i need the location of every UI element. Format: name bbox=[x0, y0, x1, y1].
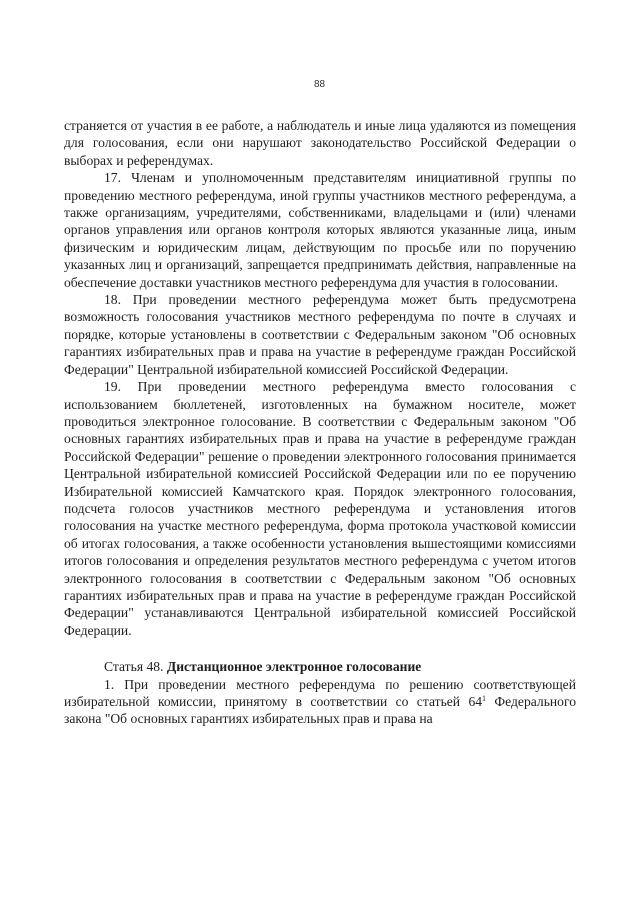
paragraph-article-item-1 bbox=[64, 676, 576, 728]
article-superscript: 1 bbox=[482, 694, 487, 703]
page-number: 88 bbox=[313, 79, 326, 90]
paragraph-item-17: 17. Членам и уполномоченным представителям инициативной группы по проведению местного референдума, иной группы участников местного референдума, а также организациям, учредителями, собственниками, владельцами и (или) членами органов управления или органов контроля которых являются указанные лица, иным физическим и юридическим лицам, действующим по просьбе или по поручению указанных лиц и организаций, запрещается предпринимать действия, направленные на обеспечение доставки участников местного референдума для участия в голосовании. bbox=[64, 170, 576, 290]
paragraph-item-19: 19. При проведении местного референдума вместо голосования с использованием бюллетеней, изготовленных на бумажном носителе, может проводиться электронное голосование. В соответствии с Федеральным законом "Об основных гарантиях избирательных прав и права на участие в референдуме граждан Российской Федерации" решение о проведении электронного голосования принимается Центральной избирательной комиссией Российской Федерации или по ее поручению Избирательной комиссией Камчатского края. Порядок электронного голосования, подсчета голосов участников местного референдума и установления итогов голосования на участке местного референдума, форма протокола участковой комиссии об итогах голосования, а также особенности установления вышестоящими комиссиями итогов голосования и определения результатов местного референдума с учетом итогов электронного голосования в соответствии с Федеральным законом "Об основных гарантиях избирательных прав и права на участие в референдуме граждан Российской Федерации" устанавливаются Центральной избирательной комиссией Российской Федерации. bbox=[64, 379, 576, 638]
article-title: Дистанционное электронное голосование bbox=[166, 659, 422, 675]
section-spacer bbox=[64, 639, 576, 658]
paragraph-continuation: страняется от участия в ее работе, а наблюдатель и иные лица удаляются из помещения для голосования, если они нарушают законодательство Российской Федерации о выборах и референдумах. bbox=[64, 118, 576, 168]
article-heading bbox=[64, 658, 576, 675]
article-item-1-text-start: 1. При проведении местного референдума по решению соответствующей избирательной комиссии, принятому в соответствии со статьей 64 bbox=[64, 676, 576, 709]
article-number: Статья 48. bbox=[104, 659, 167, 675]
article-item-1-text-end: Федерального закона "Об основных гарантиях избирательных прав и права на bbox=[64, 694, 576, 727]
document-body bbox=[64, 117, 576, 728]
paragraph-item-18: 18. При проведении местного референдума может быть предусмотрена возможность голосования участников местного референдума по почте в случаях и порядке, которые установлены в соответствии с Федеральным законом "Об основных гарантиях избирательных прав и права на участие в референдуме граждан Российской Федерации" Центральной избирательной комиссией Российской Федерации. bbox=[64, 292, 576, 377]
